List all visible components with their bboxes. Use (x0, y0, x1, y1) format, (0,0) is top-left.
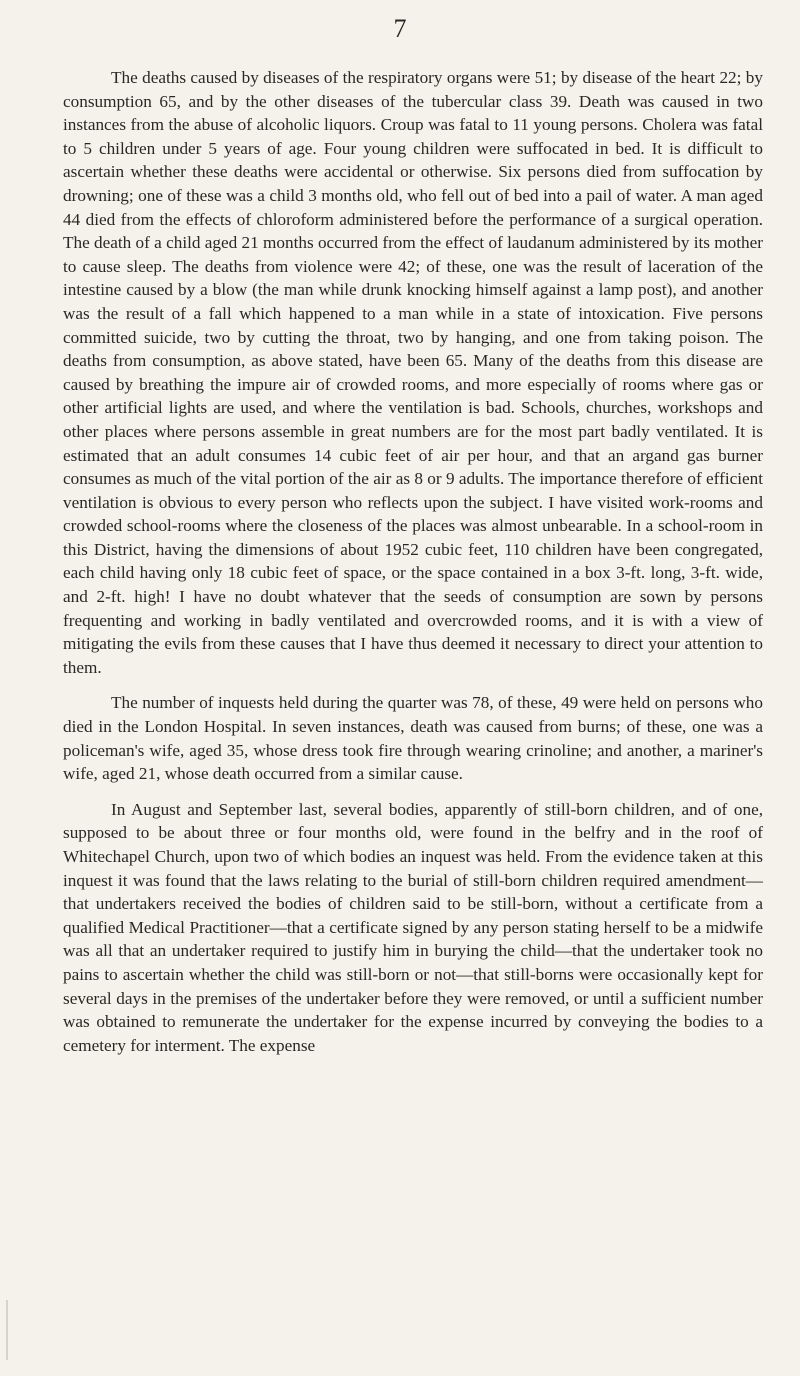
paragraph-respiratory-deaths: The deaths caused by diseases of the respiratory organs were 51; by disease of the heart 22; by consumption 65, and by the other diseases of the tubercular class 39. Death was caused in two instances from the abuse of alcoholic liquors. Croup was fatal to 11 young persons. Cholera was fatal to 5 children under 5 years of age. Four young children were suffocated in bed. It is difficult to ascertain whether these deaths were accidental or otherwise. Six persons died from suffocation by drowning; one of these was a child 3 months old, who fell out of bed into a pail of water. A man aged 44 died from the effects of chloroform administered before the performance of a surgical operation. The death of a child aged 21 months occurred from the effect of laudanum administered by its mother to cause sleep. The deaths from violence were 42; of these, one was the result of laceration of the intestine caused by a blow (the man while drunk knocking himself against a lamp post), and another was the result of a fall which happened to a man while in a state of intoxication. Five persons committed suicide, two by cutting the throat, two by hanging, and one from taking poison. The deaths from consumption, as above stated, have been 65. Many of the deaths from this disease are caused by breathing the impure air of crowded rooms, and more especially of rooms where gas or other artificial lights are used, and where the ventilation is bad. Schools, churches, workshops and other places where persons assemble in great numbers are for the most part badly ventilated. It is estimated that an adult consumes 14 cubic feet of air per hour, and that an argand gas burner consumes as much of the vital portion of the air as 8 or 9 adults. The importance therefore of efficient ventilation is obvious to every person who reflects upon the subject. I have visited work-rooms and crowded school-rooms where the closeness of the places was almost unbearable. In a school-room in this District, having the dimensions of about 1952 cubic feet, 110 children have been congregated, each child having only 18 cubic feet of space, or the space contained in a box 3-ft. long, 3-ft. wide, and 2-ft. high! I have no doubt whatever that the seeds of consumption are sown by persons frequenting and working in badly ventilated and overcrowded rooms, and it is with a view of mitigating the evils from these causes that I have thus deemed it necessary to direct your attention to them. (63, 68, 763, 677)
paragraph-still-born-bodies: In August and September last, several bodies, apparently of still-born children, and of one, supposed to be about three or four months old, were found in the belfry and in the roof of Whitechapel Church, upon two of which bodies an inquest was held. From the evidence taken at this inquest it was found that the laws relating to the burial of still-born children required amendment—that undertakers received the bodies of children said to be still-born, without a certificate from a qualified Medical Practitioner—that a certificate signed by any person stating herself to be a midwife was all that an undertaker required to justify him in burying the child—that the undertaker took no pains to ascertain whether the child was still-born or not—that still-borns were occasionally kept for several days in the premises of the undertaker before they were removed, or until a sufficient number was obtained to remunerate the undertaker for the expense incurred by conveying the bodies to a cemetery for interment. The expense (63, 799, 763, 1055)
paragraph-inquests: The number of inquests held during the quarter was 78, of these, 49 were held on persons who died in the London Hospital. In seven instances, death was caused from burns; of these, one was a policeman's wife, aged 35, whose dress took fire through wearing crinoline; and another, a mariner's wife, aged 21, whose death occurred from a similar cause. (63, 693, 763, 784)
page-edge-mark (6, 1300, 8, 1360)
body-text (63, 66, 763, 1057)
page-number: 7 (393, 14, 407, 43)
